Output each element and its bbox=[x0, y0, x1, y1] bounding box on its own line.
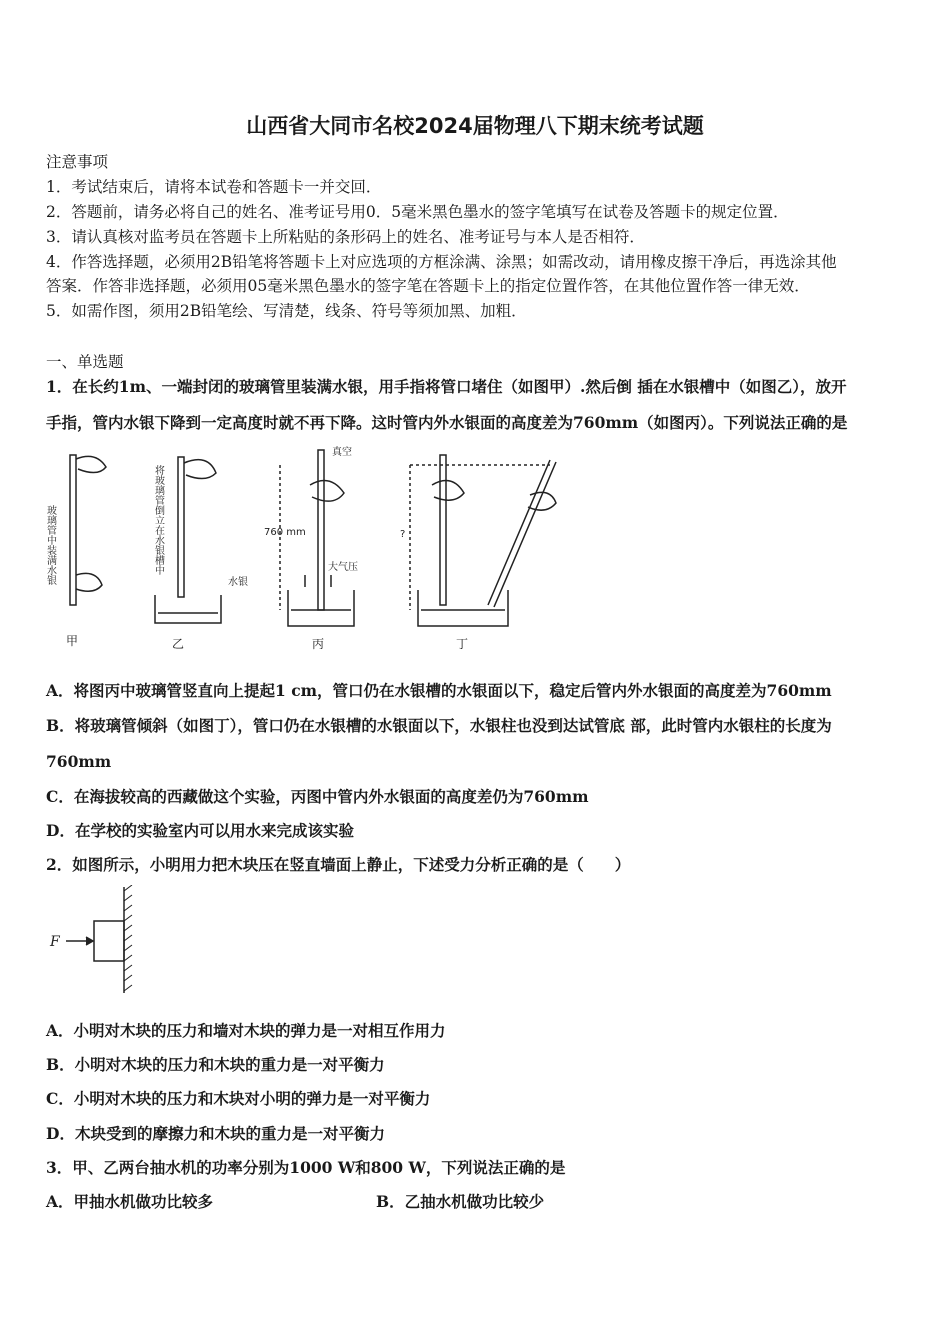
hand-jia-top bbox=[76, 456, 106, 472]
notice-item: 1．考试结束后，请将本试卷和答题卡一并交回． bbox=[46, 178, 382, 196]
q3-option-a: A．甲抽水机做功比较多 bbox=[46, 1192, 214, 1211]
q1-stem: 1．在长约1m、一端封闭的玻璃管里装满水银，用手指将管口堵住（如图甲）.然后倒 插在水银槽中（如图乙），放开 bbox=[46, 377, 847, 396]
label-jia-text: 玻璃管中装满水银 bbox=[44, 505, 56, 585]
hand-bing bbox=[310, 481, 344, 502]
label-vacuum: 真空 bbox=[332, 447, 352, 458]
tube-yi bbox=[178, 457, 184, 597]
q3-stem: 3．甲、乙两台抽水机的功率分别为1000 W和800 W，下列说法正确的是 bbox=[46, 1158, 566, 1177]
q1-option-d: D．在学校的实验室内可以用水来完成该实验 bbox=[46, 821, 354, 840]
tube-ding-vertical bbox=[440, 455, 446, 605]
fig-label-yi: 乙 bbox=[172, 637, 185, 651]
block-wall-figure bbox=[44, 885, 144, 995]
notice-heading: 注意事项 bbox=[46, 153, 109, 171]
q1-option-a: A．将图丙中玻璃管竖直向上提起1 cm，管口仍在水银槽的水银面以下，稳定后管内外水银面的高度差为760mm bbox=[46, 681, 832, 700]
wood-block bbox=[94, 921, 124, 961]
torricelli-figure bbox=[40, 445, 580, 660]
q1-option-c: C．在海拔较高的西藏做这个实验，丙图中管内外水银面的高度差仍为760mm bbox=[46, 787, 589, 806]
trough-ding bbox=[418, 590, 508, 626]
label-air: 大气压 bbox=[328, 562, 358, 573]
fig-label-ding: 丁 bbox=[456, 637, 469, 651]
q2-option-d: D．木块受到的摩擦力和木块的重力是一对平衡力 bbox=[46, 1124, 385, 1143]
section-heading: 一、单选题 bbox=[46, 353, 124, 371]
fig-label-jia: 甲 bbox=[66, 634, 79, 648]
q1-option-b: B．将玻璃管倾斜（如图丁），管口仍在水银槽的水银面以下，水银柱也没到达试管底 部，此时管内水银柱的长度为 bbox=[46, 716, 832, 735]
q1-stem: 手指，管内水银下降到一定高度时就不再下降。这时管内外水银面的高度差为760mm（如图丙）。下列说法正确的是 bbox=[46, 413, 848, 432]
notice-item: 3．请认真核对监考员在答题卡上所粘贴的条形码上的姓名、准考证号与本人是否相符． bbox=[46, 228, 645, 246]
label-mercury: 水银 bbox=[228, 577, 248, 588]
tube-ding-tilted bbox=[488, 460, 556, 607]
tube-bing bbox=[318, 450, 324, 610]
trough-bing bbox=[288, 590, 354, 626]
trough-yi bbox=[155, 595, 221, 623]
hand-jia-bottom bbox=[76, 573, 102, 591]
label-q: ? bbox=[400, 529, 406, 540]
q2-stem: 2．如图所示，小明用力把木块压在竖直墙面上静止，下述受力分析正确的是（ ） bbox=[46, 855, 631, 874]
label-yi-text: 将玻璃管倒立在水银槽中 bbox=[152, 465, 164, 575]
notice-item: 2．答题前，请务必将自己的姓名、准考证号用0．5毫米黑色墨水的签字笔填写在试卷及答题卡的规定位置． bbox=[46, 203, 789, 221]
notice-item: 答案．作答非选择题，必须用05毫米黑色墨水的签字笔在答题卡上的指定位置作答，在其他位置作答一律无效． bbox=[46, 277, 810, 295]
page-title: 山西省大同市名校2024届物理八下期末统考试题 bbox=[246, 114, 704, 138]
fig-label-bing: 丙 bbox=[312, 637, 325, 651]
hand-ding bbox=[432, 481, 464, 501]
notice-item: 5．如需作图，须用2B铅笔绘、写清楚，线条、符号等须加黑、加粗． bbox=[46, 302, 527, 320]
force-label: F bbox=[50, 934, 60, 950]
label-760: 760 mm bbox=[264, 527, 306, 538]
q2-option-a: A．小明对木块的压力和墙对木块的弹力是一对相互作用力 bbox=[46, 1021, 446, 1040]
wall-hatch bbox=[124, 885, 132, 991]
force-arrowhead bbox=[86, 937, 93, 945]
notice-item: 4．作答选择题，必须用2B铅笔将答题卡上对应选项的方框涂满、涂黑；如需改动，请用橡皮擦干净后，再选涂其他 bbox=[46, 253, 837, 271]
q1-option-b-cont: 760mm bbox=[46, 752, 112, 771]
q2-option-b: B．小明对木块的压力和木块的重力是一对平衡力 bbox=[46, 1055, 385, 1074]
q2-option-c: C．小明对木块的压力和木块对小明的弹力是一对平衡力 bbox=[46, 1089, 431, 1108]
q3-option-b: B．乙抽水机做功比较少 bbox=[376, 1192, 545, 1211]
hand-yi bbox=[184, 460, 216, 479]
tube-jia bbox=[70, 455, 76, 605]
